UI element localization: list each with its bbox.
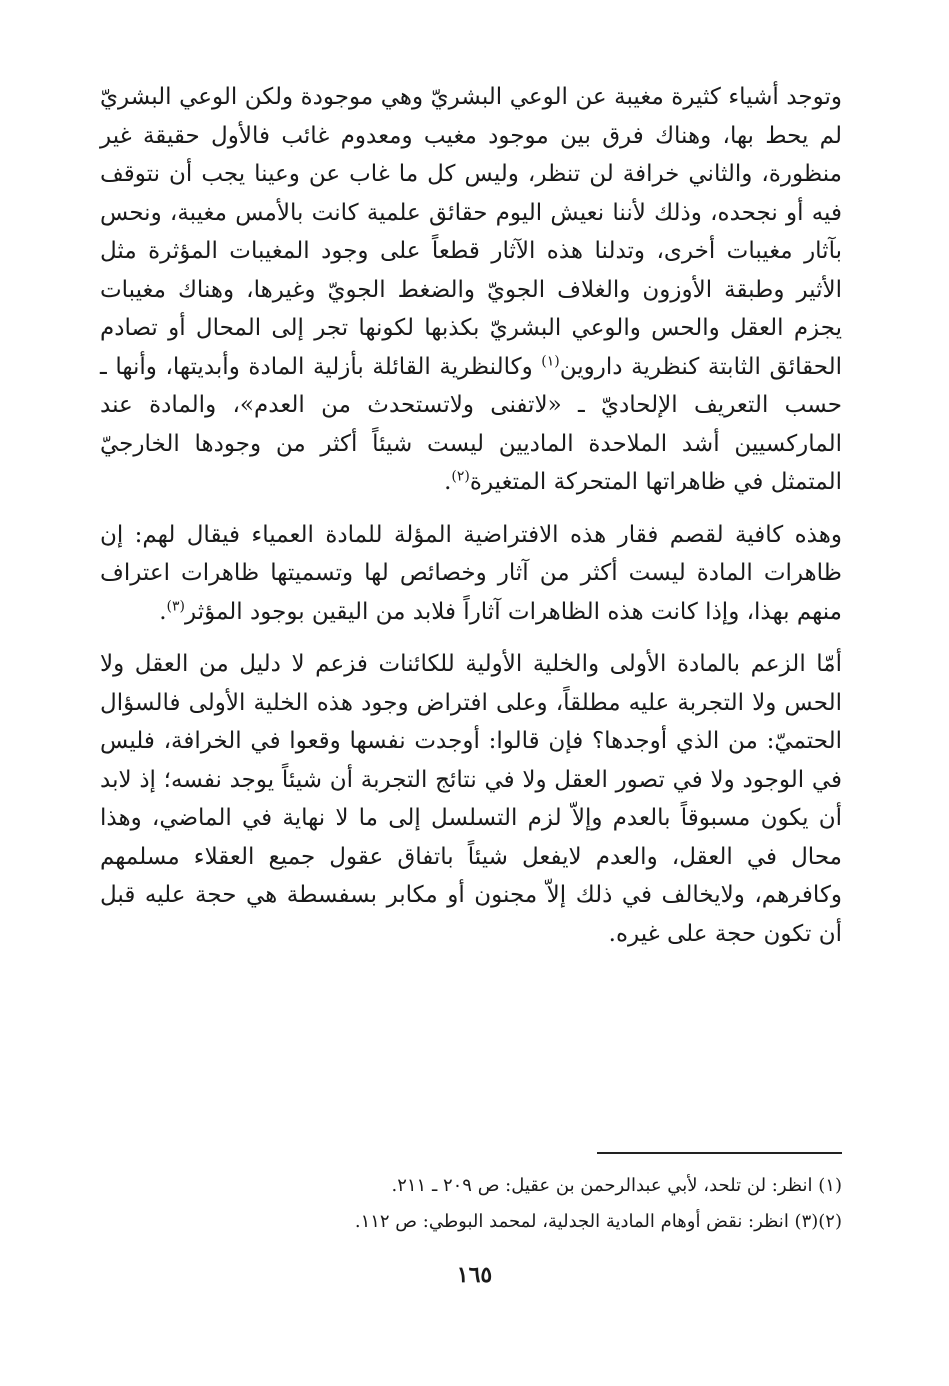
paragraph-1-text-2: وكالنظرية القائلة بأزلية المادة وأبديتها، وأنها ـ حسب التعريف الإلحاديّ ـ «لاتفنى ولاتستحدث من العدم»، والمادة عند الماركسيين أشد الملاحدة الماديين ليست شيئاً أكثر من وجودها الخارجيّ المتمثل في ظاهراتها المتحركة المتغيرة [100, 353, 842, 495]
footnote-1: (١) انظر: لن تلحد، لأبي عبدالرحمن بن عقيل: ص ٢٠٩ ـ ٢١١. [391, 1175, 842, 1196]
page-body [100, 78, 842, 953]
paragraph-1-text-3: . [444, 469, 452, 495]
paragraph-3-text: أمّا الزعم بالمادة الأولى والخلية الأولية للكائنات فزعم لا دليل من العقل ولا الحس ولا التجربة عليه مطلقاً، وعلى افتراض وجود هذه الخلية الأولى فالسؤال الحتميّ: من الذي أوجدها؟ فإن قالوا: أوجدت نفسها وقعوا في الخرافة، فليس في الوجود ولا في تصور العقل ولا في نتائج التجربة أن شيئاً يوجد نفسه؛ إذ لابد أن يكون مسبوقاً بالعدم وإلاّ لزم التسلسل إلى ما لا نهاية في الماضي، وهذا محال في العقل، والعدم لايفعل شيئاً باتفاق عقول جميع العقلاء مسلمهم وكافرهم، ولايخالف في ذلك إلاّ مجنون أو مكابر بسفسطة هي حجة عليه قبل أن تكون حجة على غيره. [100, 651, 842, 947]
footnote-2: (٢)(٣) انظر: نقض أوهام المادية الجدلية، لمحمد البوطي: ص ١١٢. [354, 1211, 842, 1232]
paragraph-2-text-2: . [159, 598, 167, 625]
footnote-ref-3: (٣) [166, 597, 186, 614]
paragraph-2-text: وهذه كافية لقصم فقار هذه الافتراضية المؤلة للمادة العمياء فيقال لهم: إن ظاهرات المادة ليست أكثر من آثار وخصائص لها وتسميتها ظاهرات اعتراف منهم بهذا، وإذا كانت هذه الظاهرات آثاراً فلابد من اليقين بوجود المؤثر [100, 521, 842, 625]
footnotes [100, 1168, 842, 1240]
paragraph-3 [100, 645, 842, 953]
footnote-ref-1: (١) [541, 352, 560, 369]
page-number: ١٦٥ [456, 1262, 493, 1288]
footnote-divider [597, 1152, 842, 1154]
paragraph-1 [100, 78, 842, 502]
paragraph-2 [100, 516, 842, 632]
footnote-ref-2: (٢) [451, 468, 470, 485]
paragraph-1-text: وتوجد أشياء كثيرة مغيبة عن الوعي البشريّ وهي موجودة ولكن الوعي البشريّ لم يحط بها، وهناك فرق بين موجود مغيب ومعدوم غائب فالأول حقيقة غير منظورة، والثاني خرافة لن تنظر، وليس كل ما غاب عن وعينا يجب أن نتوقف فيه أو نجحده، وذلك لأننا نعيش اليوم حقائق علمية كانت بالأمس مغيبة، ونحس بآثار مغيبات أخرى، وتدلنا هذه الآثار قطعاً على وجود المغيبات المؤثرة مثل الأثير وطبقة الأوزون والغلاف الجويّ والضغط الجويّ وغيرها، وهناك مغيبات يجزم العقل والحس والوعي البشريّ بكذبها لكونها تجر إلى المحال أو تصادم الحقائق الثابتة كنظرية داروين [100, 84, 843, 380]
